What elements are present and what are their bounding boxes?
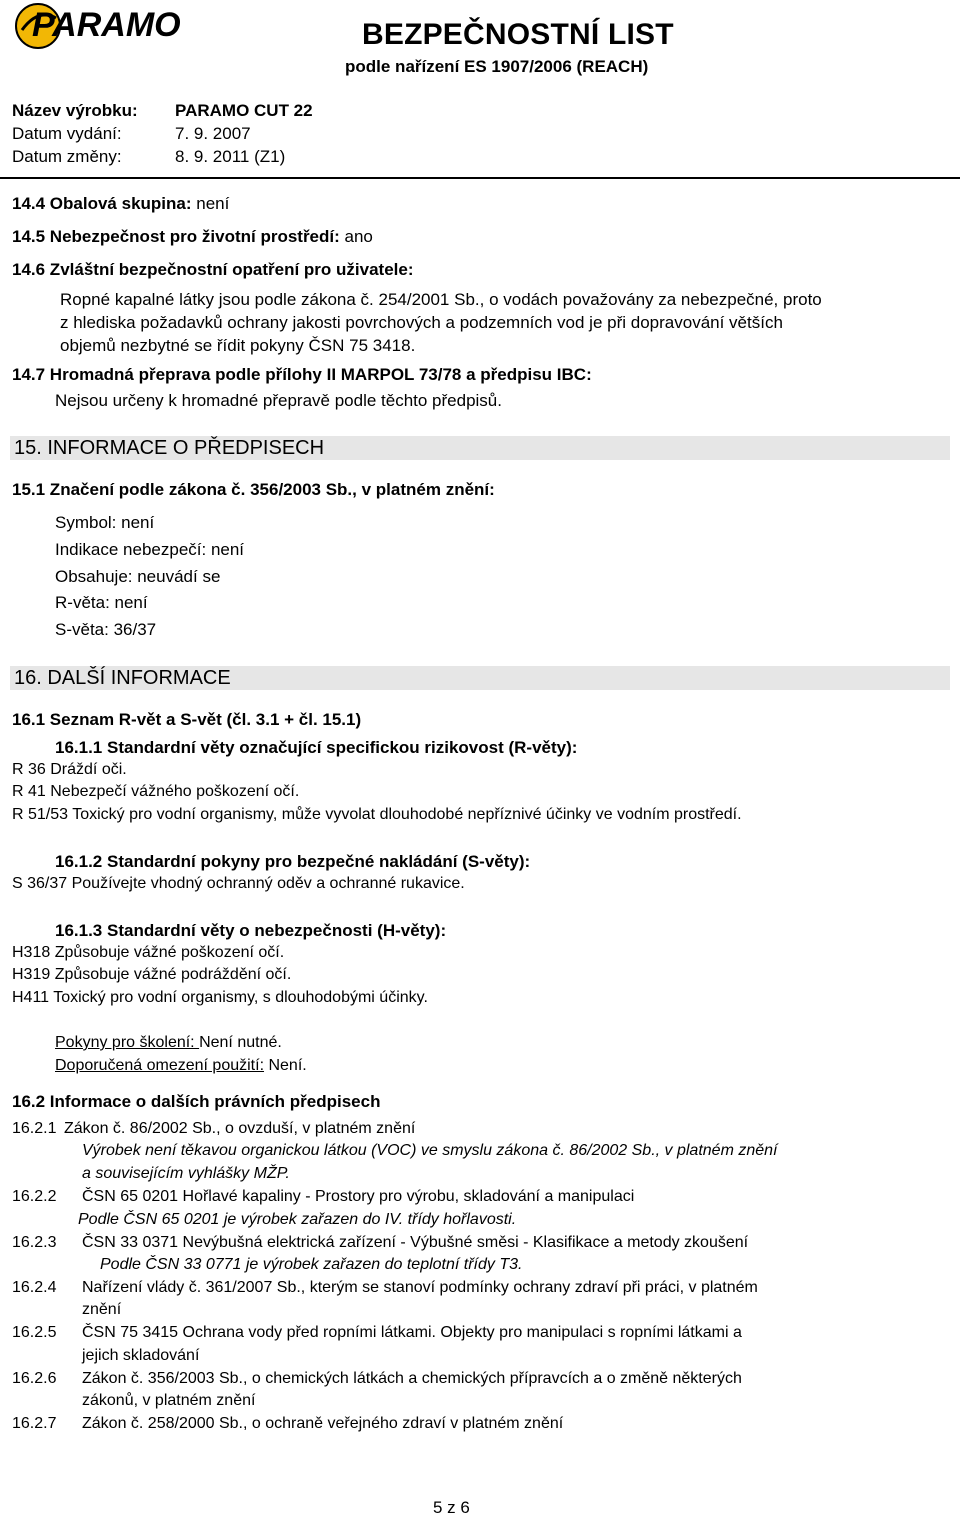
law-16-2-4-text-2: znění xyxy=(82,1301,122,1318)
indikace-line: Indikace nebezpečí: není xyxy=(55,540,245,559)
item-16-1-3: 16.1.3 Standardní věty o nebezpečnosti (H-věty): xyxy=(55,921,447,940)
paramo-logo xyxy=(8,0,208,60)
law-16-2-6-num: 16.2.6 xyxy=(12,1370,57,1387)
law-16-2-6-text-1: Zákon č. 356/2003 Sb., o chemických látkách a chemických přípravcích a o změně některých xyxy=(82,1370,742,1387)
obsahuje-line: Obsahuje: neuvádí se xyxy=(55,567,221,586)
h318-line: H318 Způsobuje vážné poškození očí. xyxy=(12,944,285,961)
item-14-6-line-1: Ropné kapalné látky jsou podle zákona č. 254/2001 Sb., o vodách považovány za nebezpečné, proto xyxy=(60,290,822,309)
h319-line: H319 Způsobuje vážné podráždění očí. xyxy=(12,966,292,983)
item-16-1: 16.1 Seznam R-vět a S-vět (čl. 3.1 + čl. 15.1) xyxy=(12,710,362,729)
law-16-2-7-num: 16.2.7 xyxy=(12,1415,57,1432)
r-veta-line: R-věta: není xyxy=(55,593,148,612)
item-14-6-line-3: objemů nezbytné se řídit pokyny ČSN 75 3418. xyxy=(60,336,416,355)
issued-label: Datum vydání: xyxy=(12,124,122,143)
training-line: Pokyny pro školení: Není nutné. xyxy=(55,1034,282,1051)
item-15-1: 15.1 Značení podle zákona č. 356/2003 Sb., v platném znění: xyxy=(12,480,495,499)
law-16-2-4-num: 16.2.4 xyxy=(12,1279,57,1296)
law-16-2-3-text: ČSN 33 0371 Nevýbušná elektrická zařízení - Výbušné směsi - Klasifikace a metody zkoušení xyxy=(82,1234,749,1251)
document-subtitle: podle nařízení ES 1907/2006 (REACH) xyxy=(345,57,649,76)
law-16-2-5-num: 16.2.5 xyxy=(12,1324,57,1341)
law-16-2-2-note: Podle ČSN 65 0201 je výrobek zařazen do IV. třídy hořlavosti. xyxy=(78,1211,517,1228)
changed-label: Datum změny: xyxy=(12,147,122,166)
item-16-1-1: 16.1.1 Standardní věty označující specifickou rizikovost (R-věty): xyxy=(55,738,578,757)
law-16-2-1-text: Zákon č. 86/2002 Sb., o ovzduší, v platném znění xyxy=(64,1120,416,1137)
law-16-2-6-text-2: zákonů, v platném znění xyxy=(82,1392,256,1409)
item-14-4: 14.4 Obalová skupina: není xyxy=(12,194,230,213)
h411-line: H411 Toxický pro vodní organismy, s dlouhodobými účinky. xyxy=(12,989,428,1006)
product-name-row xyxy=(12,101,138,121)
law-16-2-7-text: Zákon č. 258/2000 Sb., o ochraně veřejného zdraví v platném znění xyxy=(82,1415,564,1432)
item-14-5: 14.5 Nebezpečnost pro životní prostředí: ano xyxy=(12,227,373,246)
law-16-2-5-text-1: ČSN 75 3415 Ochrana vody před ropními látkami. Objekty pro manipulaci s ropními látkami a xyxy=(82,1324,742,1341)
item-16-1-2: 16.1.2 Standardní pokyny pro bezpečné nakládání (S-věty): xyxy=(55,852,531,871)
issued-value: 7. 9. 2007 xyxy=(175,124,251,143)
r36-line: R 36 Dráždí oči. xyxy=(12,761,127,778)
item-14-6-line-2: z hlediska požadavků ochrany jakosti povrchových a podzemních vod je při dopravování větších xyxy=(60,313,783,332)
limits-line: Doporučená omezení použití: Není. xyxy=(55,1057,307,1074)
logo-text: PARAMO xyxy=(32,6,181,44)
r41-line: R 41 Nebezpečí vážného poškození očí. xyxy=(12,783,300,800)
section-15-title: 15. INFORMACE O PŘEDPISECH xyxy=(14,437,325,459)
law-16-2-4-text-1: Nařízení vlády č. 361/2007 Sb., kterým se stanoví podmínky ochrany zdraví při práci, v platném xyxy=(82,1279,758,1296)
header-rule xyxy=(0,177,960,179)
item-14-7-text: Nejsou určeny k hromadné přepravě podle těchto předpisů. xyxy=(55,391,502,410)
changed-value: 8. 9. 2011 (Z1) xyxy=(175,147,286,166)
symbol-line: Symbol: není xyxy=(55,513,155,532)
law-16-2-1-note-1: Výrobek není těkavou organickou látkou (VOC) ve smyslu zákona č. 86/2002 Sb., v platném znění xyxy=(82,1142,778,1159)
law-16-2-1-note-2: a souvisejícím vyhlášky MŽP. xyxy=(82,1165,290,1182)
item-16-2: 16.2 Informace o dalších právních předpisech xyxy=(12,1092,381,1111)
law-16-2-2-text: ČSN 65 0201 Hořlavé kapaliny - Prostory pro výrobu, skladování a manipulaci xyxy=(82,1188,635,1205)
product-label: Název výrobku: xyxy=(12,101,138,120)
page-number: 5 z 6 xyxy=(433,1498,470,1517)
law-16-2-1-num: 16.2.1 xyxy=(12,1120,57,1137)
r5153-line: R 51/53 Toxický pro vodní organismy, může vyvolat dlouhodobé nepříznivé účinky ve vodním prostředí. xyxy=(12,806,742,823)
law-16-2-3-note: Podle ČSN 33 0771 je výrobek zařazen do teplotní třídy T3. xyxy=(100,1256,523,1273)
law-16-2-2-num: 16.2.2 xyxy=(12,1188,57,1205)
item-14-7-heading: 14.7 Hromadná přeprava podle přílohy II MARPOL 73/78 a předpisu IBC: xyxy=(12,365,592,384)
document-title: BEZPEČNOSTNÍ LIST xyxy=(362,18,674,51)
law-16-2-5-text-2: jejich skladování xyxy=(82,1347,200,1364)
section-16-title: 16. DALŠÍ INFORMACE xyxy=(14,667,231,689)
s-veta-line: S-věta: 36/37 xyxy=(55,620,157,639)
s3637-line: S 36/37 Používejte vhodný ochranný oděv a ochranné rukavice. xyxy=(12,875,465,892)
product-value: PARAMO CUT 22 xyxy=(175,101,313,120)
item-14-6-heading: 14.6 Zvláštní bezpečnostní opatření pro uživatele: xyxy=(12,260,414,279)
law-16-2-3-num: 16.2.3 xyxy=(12,1234,57,1251)
